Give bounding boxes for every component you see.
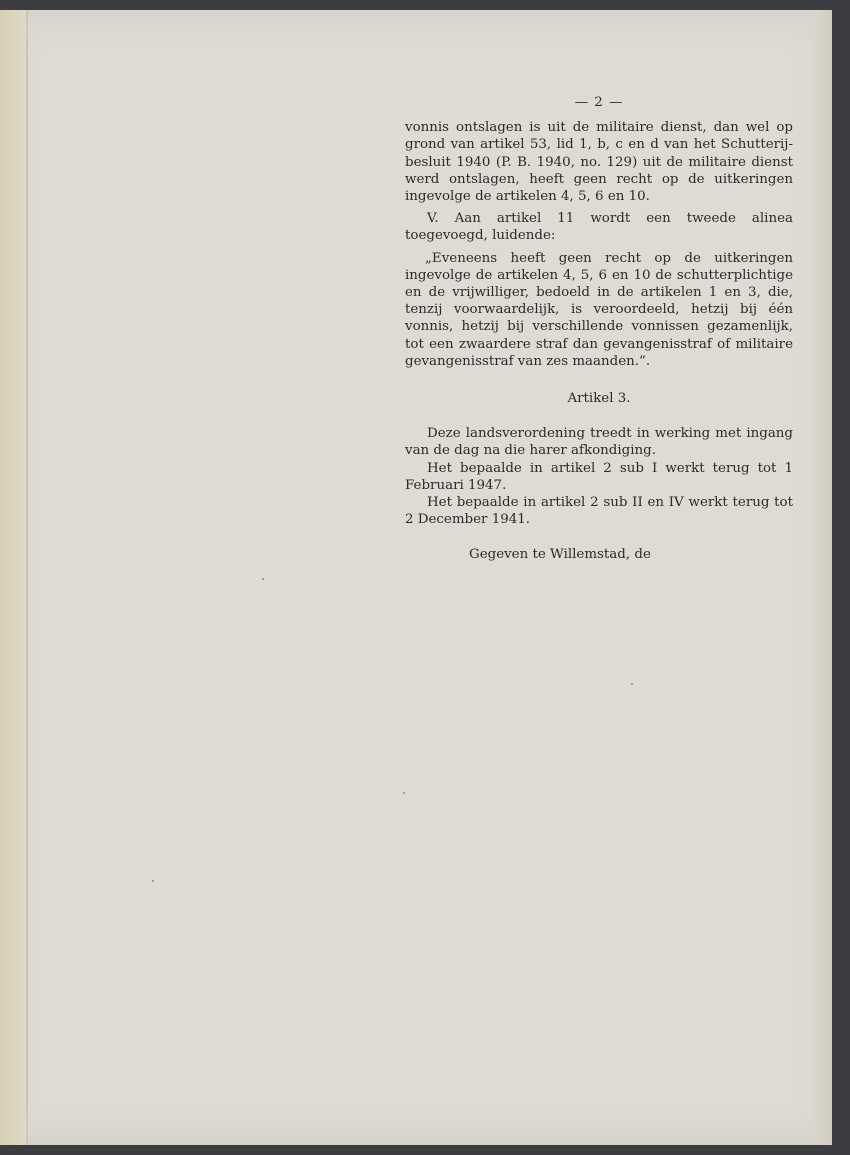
article-paragraph-entry-into-force: Deze landsverordening treedt in werking met ingang van de dag na die harer afkondiging. (405, 426, 793, 459)
page-number: — 2 — (574, 95, 624, 110)
closing-line: Gegeven te Willemstad, de (469, 547, 651, 563)
paragraph-quoted-text: „Eveneens heeft geen recht op de uitkeringen ingevolge de artikelen 4, 5, 6 en 10 de schutterplichtige en de vrijwilliger, bedoeld in de artikelen 1 en 3, die, tenzij voorwaardelijk, is veroordeeld, hetzij bij één vonnis, hetzij bij verschillende vonnissen gezamenlijk, tot een zwaardere straf dan gevangenisstraf of militaire gevangenisstraf van zes maanden.”. (405, 250, 793, 369)
paragraph-dismissal: vonnis ontslagen is uit de militaire dienst, dan wel op grond van artikel 53, lid 1, b, c en d van het Schutterij-besluit 1940 (P. B. 1940, no. 129) uit de militaire dienst werd ontslagen, heeft geen recht op de uitkeringen ingevolge de artikelen 4, 5, 6 en 10. (405, 120, 793, 205)
document-page (0, 10, 832, 1145)
paper-speck (403, 792, 405, 794)
article-paragraph-retroactive-1: Het bepaalde in artikel 2 sub I werkt terug tot 1 Februari 1947. (405, 460, 793, 493)
page-right-edge (814, 10, 832, 1145)
page-binding-edge (0, 10, 28, 1145)
document-text-block (405, 94, 793, 564)
page-fold-line (26, 10, 28, 1145)
article-paragraph-retroactive-2: Het bepaalde in artikel 2 sub II en IV werkt terug tot 2 December 1941. (405, 495, 793, 528)
paper-speck (631, 683, 633, 685)
paper-speck (152, 880, 154, 882)
paper-speck (262, 578, 264, 580)
paragraph-amendment-v: V. Aan artikel 11 wordt een tweede alinea toegevoegd, luidende: (405, 211, 793, 244)
article-heading: Artikel 3. (567, 391, 631, 407)
